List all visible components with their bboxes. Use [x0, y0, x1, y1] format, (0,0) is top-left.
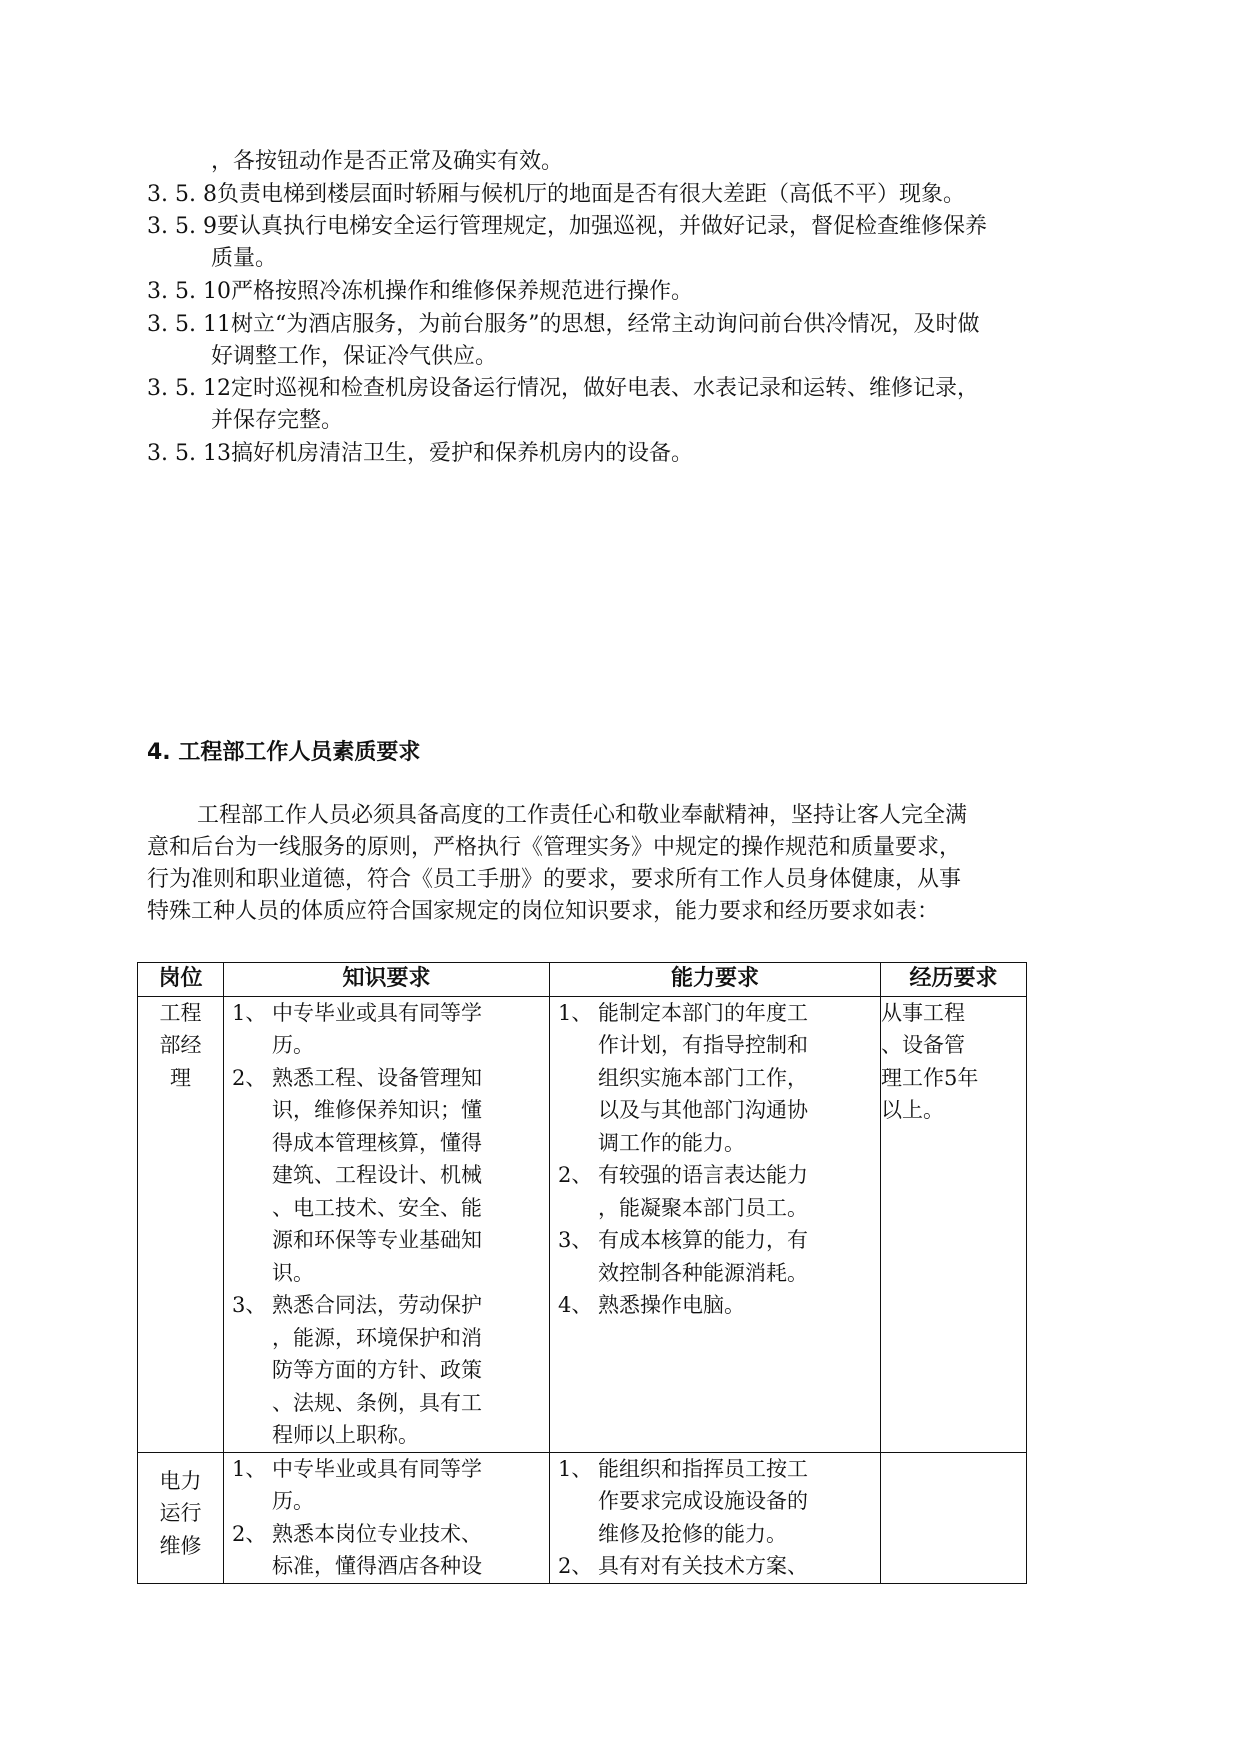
list-item: 1、 能制定本部门的年度工 作计划，有指导控制和 组织实施本部门工作， 以及与其他部门沟通协 调工作的能力。 [558, 1000, 808, 1155]
table-row [138, 996, 1027, 1452]
item-text: 树立“为酒店服务，为前台服务”的思想，经常主动询问前台供冷情况，及时做 [230, 312, 980, 337]
list-item [147, 309, 1107, 341]
header-ability: 能力要求 [550, 963, 881, 997]
list-item: 2、 有较强的语言表达能力 ，能凝聚本部门员工。 [558, 1163, 808, 1220]
list-item: 3、 有成本核算的能力，有 效控制各种能源消耗。 [558, 1228, 808, 1285]
header-knowledge: 知识要求 [224, 963, 550, 997]
list-item: 2、 熟悉本岗位专业技术、 标准，懂得酒店各种设 [232, 1521, 482, 1578]
paragraph-line: 行为准则和职业道德，符合《员工手册》的要求，要求所有工作人员身体健康，从事 [147, 867, 962, 892]
section-paragraph [147, 800, 1087, 928]
ability-cell [550, 996, 881, 1452]
section-heading: 4. 工程部工作人员素质要求 [147, 740, 421, 765]
item-text: 要认真执行电梯安全运行管理规定，加强巡视，并做好记录，督促检查维修保养 [216, 214, 987, 239]
paragraph-line: 工程部工作人员必须具备高度的工作责任心和敬业奉献精神，坚持让客人完全满 [197, 803, 968, 828]
position-cell: 电力 运行 维修 [138, 1452, 224, 1583]
table-header-row [138, 963, 1027, 997]
item-number: 3. 5. 11 [147, 312, 231, 337]
item-number: 3. 5. 9 [147, 214, 217, 239]
position-cell: 工程 部经 理 [138, 996, 224, 1452]
list-item: 2、 熟悉工程、设备管理知 识，维修保养知识；懂 得成本管理核算，懂得 建筑、工程设计、机械 、电工技术、安全、能 源和环保等专业基础知 识。 [232, 1065, 482, 1285]
item-number: 3. 5. 13 [147, 441, 231, 466]
list-item: 3、 熟悉合同法，劳动保护 ，能源，环境保护和消 防等方面的方针、政策 、法规、条例，具有工 程师以上职称。 [232, 1293, 482, 1447]
item-text: 搞好机房清洁卫生，爱护和保养机房内的设备。 [230, 441, 693, 466]
experience-cell [881, 1452, 1027, 1583]
item-number: 3. 5. 8 [147, 182, 217, 207]
item-continuation: ，各按钮动作是否正常及确实有效。 [211, 149, 564, 174]
list-item: 1、 中专毕业或具有同等学 历。 [232, 1000, 482, 1057]
list-item: 1、 中专毕业或具有同等学 历。 [232, 1456, 482, 1513]
list-item [147, 276, 1107, 308]
table-row [138, 1452, 1027, 1583]
list-item [147, 373, 1107, 405]
paragraph-line: 特殊工种人员的体质应符合国家规定的岗位知识要求，能力要求和经历要求如表： [147, 899, 940, 924]
header-experience: 经历要求 [881, 963, 1027, 997]
list-item: 4、 熟悉操作电脑。 [558, 1293, 745, 1317]
experience-cell: 从事工程 、设备管 理工作5年 以上。 [881, 996, 1027, 1452]
list-item [147, 211, 1107, 243]
item-text: 严格按照冷冻机操作和维修保养规范进行操作。 [230, 279, 693, 304]
item-text: 定时巡视和检查机房设备运行情况，做好电表、水表记录和运转、维修记录， [230, 376, 979, 401]
item-number: 3. 5. 10 [147, 279, 231, 304]
ability-cell [550, 1452, 881, 1583]
list-item: 2、 具有对有关技术方案、 [558, 1554, 808, 1578]
paragraph-line: 意和后台为一线服务的原则，严格执行《管理实务》中规定的操作规范和质量要求， [147, 835, 962, 860]
item-continuation: 并保存完整。 [211, 408, 344, 433]
item-text: 负责电梯到楼层面时轿厢与候机厅的地面是否有很大差距（高低不平）现象。 [216, 182, 965, 207]
list-item [147, 179, 1107, 211]
item-continuation: 好调整工作，保证冷气供应。 [211, 344, 498, 369]
item-number: 3. 5. 12 [147, 376, 231, 401]
list-item [147, 438, 1107, 470]
header-position: 岗位 [138, 963, 224, 997]
list-item: 1、 能组织和指挥员工按工 作要求完成设施设备的 维修及抢修的能力。 [558, 1456, 808, 1546]
item-continuation: 质量。 [211, 246, 278, 271]
knowledge-cell [224, 1452, 550, 1583]
knowledge-cell [224, 996, 550, 1452]
requirements-table [137, 962, 1027, 1584]
